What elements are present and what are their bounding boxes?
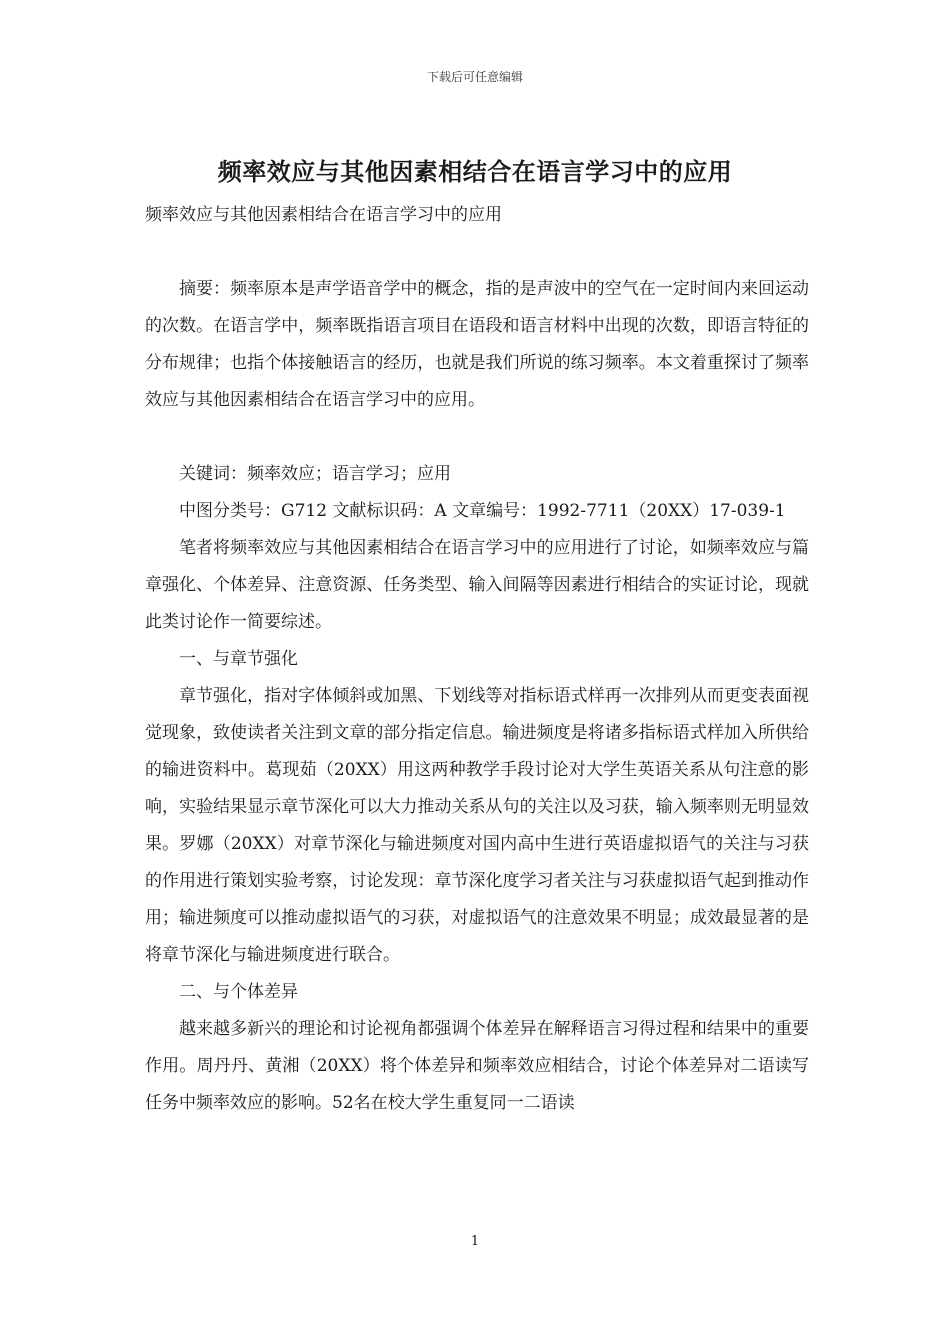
document-title: 频率效应与其他因素相结合在语言学习中的应用	[217, 157, 733, 186]
document-subtitle: 频率效应与其他因素相结合在语言学习中的应用	[145, 205, 502, 225]
intro-paragraph: 笔者将频率效应与其他因素相结合在语言学习中的应用进行了讨论，如频率效应与篇章强化、个体差异、注意资源、任务类型、输入间隔等因素进行相结合的实证讨论，现就此类讨论作一简要综述。	[145, 538, 809, 632]
document-body	[145, 197, 809, 1122]
section-paragraph-1: 章节强化，指对字体倾斜或加黑、下划线等对指标语式样再一次排列从而更变表面视觉现象，致使读者关注到文章的部分指定信息。输进频度是将诸多指标语式样加入所供给的输进资料中。葛现茹（20XX）用这两种教学手段讨论对大学生英语关系从句注意的影响，实验结果显示章节深化可以大力推动关系从句的关注以及习获，输入频率则无明显效果。罗娜（20XX）对章节深化与输进频度对国内高中生进行英语虚拟语气的关注与习获的作用进行策划实验考察，讨论发现：章节深化度学习者关注与习获虚拟语气起到推动作用；输进频度可以推动虚拟语气的习获，对虚拟语气的注意效果不明显；成效最显著的是将章节深化与输进频度进行联合。	[145, 686, 809, 965]
section-heading-1: 一、与章节强化	[179, 649, 298, 669]
page-number: 1	[470, 1234, 480, 1249]
section-paragraph-2: 越来越多新兴的理论和讨论视角都强调个体差异在解释语言习得过程和结果中的重要作用。周丹丹、黄湘（20XX）将个体差异和频率效应相结合，讨论个体差异对二语读写任务中频率效应的影响。52名在校大学生重复同一二语读	[145, 1019, 809, 1113]
section-heading-2: 二、与个体差异	[179, 982, 298, 1002]
keywords-line: 关键词：频率效应；语言学习；应用	[179, 464, 451, 484]
abstract-paragraph: 摘要：频率原本是声学语音学中的概念，指的是声波中的空气在一定时间内来回运动的次数。在语言学中，频率既指语言项目在语段和语言材料中出现的次数，即语言特征的分布规律；也指个体接触语言的经历，也就是我们所说的练习频率。本文着重探讨了频率效应与其他因素相结合在语言学习中的应用。	[145, 279, 809, 410]
header-note: 下载后可任意编辑	[426, 70, 523, 84]
classification-line: 中图分类号：G712 文献标识码：A 文章编号：1992-7711（20XX）17-039-1	[179, 501, 786, 521]
